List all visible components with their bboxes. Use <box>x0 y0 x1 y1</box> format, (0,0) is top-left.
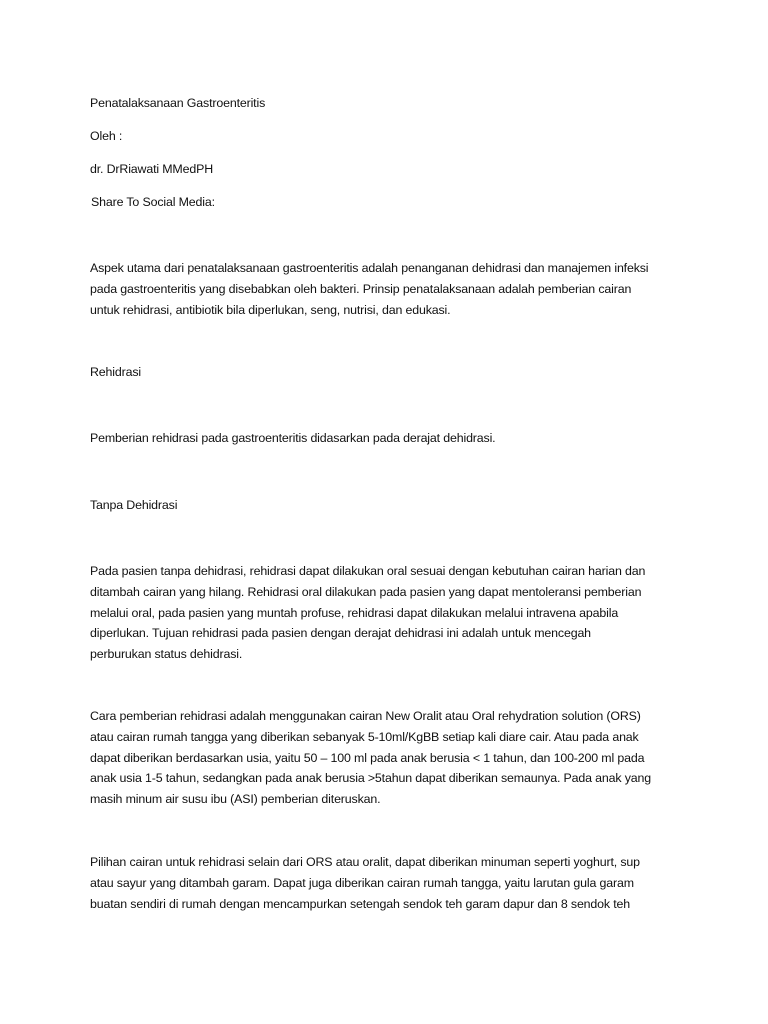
intro-line: untuk rehidrasi, antibiotik bila diperlukan, seng, nutrisi, dan edukasi. <box>90 302 451 317</box>
tanpa-line: diperlukan. Tujuan rehidrasi pada pasien dengan derajat dehidrasi ini adalah untuk mencegah <box>90 626 591 641</box>
pilihan-cairan-paragraph <box>90 852 640 914</box>
rehidrasi-paragraph: Pemberian rehidrasi pada gastroenteritis didasarkan pada derajat dehidrasi. <box>90 431 496 445</box>
pilihan-line: buatan sendiri di rumah dengan mencampurkan setengah sendok teh garam dapur dan 8 sendok teh <box>90 896 631 911</box>
tanpa-line: ditambah cairan yang hilang. Rehidrasi oral dilakukan pada pasien yang dapat mentoleransi pemberian <box>90 584 642 599</box>
intro-line: Aspek utama dari penatalaksanaan gastroenteritis adalah penanganan dehidrasi dan manajemen infeksi <box>90 261 649 275</box>
heading-tanpa-dehidrasi: Tanpa Dehidrasi <box>90 498 178 512</box>
pilihan-line: atau sayur yang ditambah garam. Dapat juga diberikan cairan rumah tangga, yaitu larutan gula garam <box>90 875 634 890</box>
author-name: dr. DrRiawati MMedPH <box>90 162 213 176</box>
document-title: Penatalaksanaan Gastroenteritis <box>90 96 266 110</box>
cara-line: dapat diberikan berdasarkan usia, yaitu 50 – 100 ml pada anak berusia < 1 tahun, dan 100-200 ml pada <box>90 750 645 765</box>
cara-line: masih minum air susu ibu (ASI) pemberian diteruskan. <box>90 792 381 807</box>
cara-line: Cara pemberian rehidrasi adalah menggunakan cairan New Oralit atau Oral rehydration solution (ORS) <box>90 709 641 723</box>
tanpa-dehidrasi-paragraph <box>90 561 645 665</box>
cara-line: anak usia 1-5 tahun, sedangkan pada anak berusia >5tahun dapat diberikan semaunya. Pada anak yang <box>90 771 652 786</box>
intro-line: pada gastroenteritis yang disebabkan oleh bakteri. Prinsip penatalaksanaan adalah pemberian cairan <box>90 281 632 296</box>
tanpa-line: Pada pasien tanpa dehidrasi, rehidrasi dapat dilakukan oral sesuai dengan kebutuhan cairan harian dan <box>90 564 646 578</box>
author-label: Oleh : <box>90 129 123 143</box>
tanpa-line: melalui oral, pada pasien yang muntah profuse, rehidrasi dapat dilakukan melalui intravena apabila <box>90 605 619 620</box>
pilihan-line: Pilihan cairan untuk rehidrasi selain dari ORS atau oralit, dapat diberikan minuman seperti yoghurt, sup <box>90 855 640 869</box>
cara-line: atau cairan rumah tangga yang diberikan sebanyak 5-10ml/KgBB setiap kali diare cair. Atau pada anak <box>90 729 639 744</box>
tanpa-line: perburukan status dehidrasi. <box>90 647 243 662</box>
intro-paragraph <box>90 258 648 320</box>
heading-rehidrasi: Rehidrasi <box>90 365 141 379</box>
cara-pemberian-paragraph <box>90 706 651 810</box>
share-label: Share To Social Media: <box>91 195 215 209</box>
